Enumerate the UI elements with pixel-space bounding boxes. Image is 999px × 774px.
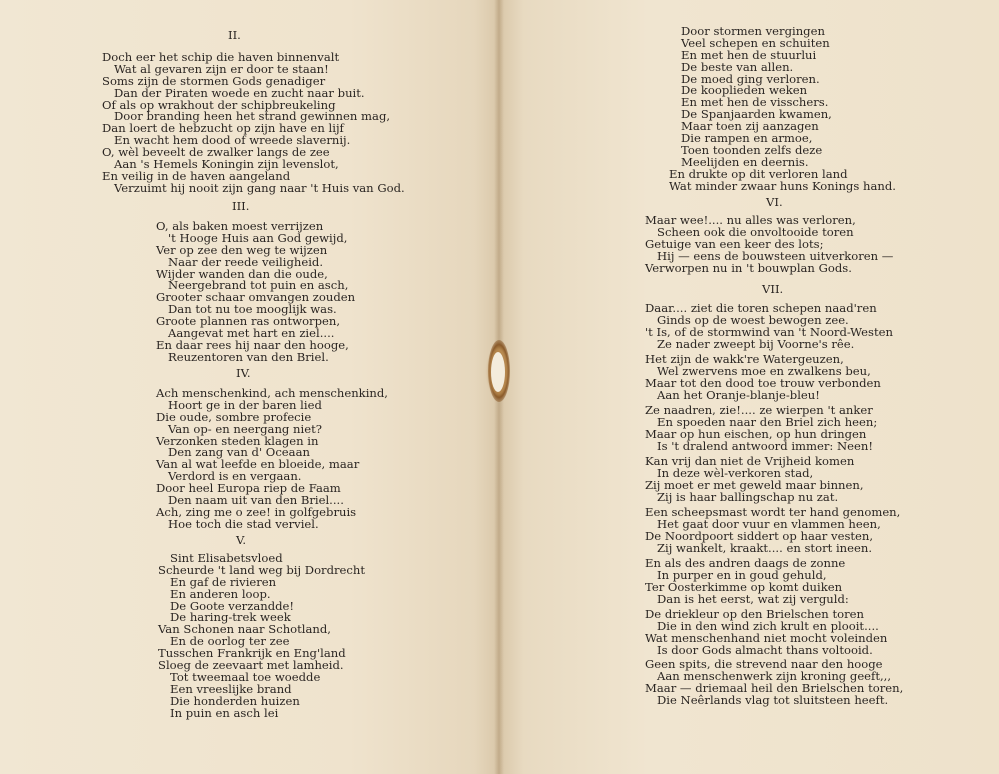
poem-line: En gaf de rivieren [170, 574, 277, 589]
poem-line: De Goote verzandde! [170, 598, 295, 613]
poem-line: Dan is het eerst, wat zij verguld: [657, 591, 849, 606]
burn-hole [491, 352, 505, 392]
stanza-v-continued [669, 26, 896, 192]
stanza-vi [645, 215, 893, 274]
poem-line: Wijder wanden dan die oude, [156, 266, 328, 281]
poem-line: Toen toonden zelfs deze [681, 142, 823, 157]
poem-line: De moed ging verloren. [681, 71, 820, 86]
heading-v: V. [236, 533, 247, 547]
poem-line: Aangevat met hart en ziel.... [168, 326, 335, 341]
poem-line: Reuzentoren van den Briel. [168, 349, 329, 364]
poem-line: Doch eer het schip die haven binnenvalt [102, 50, 340, 64]
poem-line: Ze nader zweept bij Voorne's rêe. [657, 336, 855, 351]
stanza-vii-2 [645, 354, 881, 402]
poem-line: Zij moet er met geweld maar binnen, [645, 477, 864, 492]
poem-line: Den zang van d' Oceaan [168, 445, 310, 460]
poem-line: Ach, zing me o zee! in golfgebruis [156, 504, 357, 519]
poem-line: Hij — eens de bouwsteen uitverkoren — [657, 248, 894, 263]
poem-line: Aan het Oranje-blanje-bleu! [657, 387, 820, 402]
poem-line: Tusschen Frankrijk en Eng'land [158, 646, 346, 661]
poem-line: Ver op zee den weg te wijzen [156, 242, 328, 257]
poem-line: Van Schonen naar Schotland, [158, 622, 331, 637]
poem-line: En anderen loop. [170, 586, 271, 601]
poem-line: Ach menschenkind, ach menschenkind, [156, 386, 388, 400]
poem-line: Ze naadren, zie!.... ze wierpen 't anker [645, 403, 873, 417]
poem-line: De driekleur op den Brielschen toren [645, 607, 864, 621]
poem-line: O, als baken moest verrijzen [156, 219, 324, 233]
poem-line: Door heel Europa riep de Faam [156, 481, 341, 496]
stanza-vii-6 [645, 558, 849, 606]
poem-line: Maar toen zij aanzagen [681, 119, 819, 134]
heading-ii: II. [228, 28, 241, 42]
poem-line: Verzuimt hij nooit zijn gang naar 't Huis van God. [114, 180, 405, 195]
poem-line: Die in den wind zich krult en plooit.... [657, 618, 879, 633]
poem-line: Maar wee!.... nu alles was verloren, [645, 213, 856, 227]
heading-vii: VII. [762, 282, 784, 296]
stanza-ii [102, 52, 405, 195]
stanza-vii-4 [645, 456, 864, 504]
poem-line: Maar op hun eischen, op hun dringen [645, 426, 867, 441]
poem-line: Grooter schaar omvangen zouden [156, 290, 356, 305]
poem-line: Verworpen nu in 't bouwplan Gods. [645, 260, 852, 275]
poem-line: Van op- en neergang niet? [168, 421, 322, 436]
heading-iv: IV. [236, 366, 251, 380]
poem-line: 't Hooge Huis aan God gewijd, [168, 230, 348, 245]
poem-line: Aan 's Hemels Koningin zijn levenslot, [114, 157, 339, 172]
poem-line: Dan loert de hebzucht op zijn have en lijf [102, 121, 344, 136]
poem-line: Wat minder zwaar huns Konings hand. [669, 178, 896, 193]
stanza-iii [156, 221, 355, 364]
poem-line: Het gaat door vuur en vlammen heen, [657, 516, 881, 531]
poem-line: Die Neêrlands vlag tot sluitsteen heeft. [657, 692, 889, 707]
poem-line: Getuige van een keer des lots; [645, 236, 824, 251]
poem-line: Ginds op de woest bewogen zee. [657, 312, 849, 327]
poem-line: Neergebrand tot puin en asch, [168, 278, 349, 293]
poem-line: Scheurde 't land weg bij Dordrecht [158, 562, 366, 577]
poem-line: Het zijn de wakk're Watergeuzen, [645, 352, 844, 366]
stanza-vii-8 [645, 659, 903, 707]
poem-line: Tot tweemaal toe woedde [170, 669, 321, 684]
stanza-vii-7 [645, 609, 887, 657]
stanza-v [158, 553, 365, 719]
poem-line: 't Is, of de stormwind van 't Noord-Westen [645, 324, 893, 339]
poem-line: Van al wat leefde en bloeide, maar [156, 457, 360, 472]
poem-line: Hoort ge in der baren lied [168, 397, 322, 412]
poem-line: Ter Oosterkimme op komt duiken [645, 579, 843, 594]
poem-line: Zij wankelt, kraakt.... en stort ineen. [657, 540, 873, 555]
poem-line: De Noordpoort siddert op haar vesten, [645, 528, 874, 543]
poem-line: Die oude, sombre profecie [156, 409, 312, 424]
poem-line: Maar tot den dood toe trouw verbonden [645, 375, 881, 390]
poem-line: Geen spits, die strevend naar den hooge [645, 657, 883, 671]
poem-line: Een scheepsmast wordt ter hand genomen, [645, 505, 901, 519]
poem-line: Aan menschenwerk zijn kroning geeft,,, [657, 668, 892, 683]
poem-line: In purper en in goud gehuld, [657, 567, 827, 582]
poem-line: Groote plannen ras ontworpen, [156, 314, 341, 329]
poem-line: De kooplieden weken [681, 83, 808, 98]
poem-line: Wat menschenhand niet mocht voleinden [645, 630, 888, 645]
poem-line: Scheen ook die onvoltooide toren [657, 224, 854, 239]
poem-line: Of als op wrakhout der schipbreukeling [102, 97, 336, 112]
poem-line: En veilig in de haven aangeland [102, 168, 291, 183]
heading-iii: III. [232, 199, 250, 213]
poem-line: Die rampen en armoe, [681, 131, 813, 146]
poem-line: Hoe toch die stad verviel. [168, 516, 319, 531]
poem-line: En daar rees hij naar den hooge, [156, 337, 349, 352]
poem-line: In puin en asch lei [170, 705, 279, 720]
poem-line: Verdord is en vergaan. [168, 469, 302, 484]
stanza-vii-1 [645, 303, 893, 351]
poem-line: Dan tot nu toe mooglijk was. [168, 302, 337, 317]
poem-line: Is 't dralend antwoord immer: Neen! [657, 438, 874, 453]
poem-line: Wel zwervens moe en zwalkens beu, [657, 363, 871, 378]
poem-line: Een vreeslijke brand [170, 681, 292, 696]
poem-line: Verzonken steden klagen in [156, 433, 319, 448]
poem-line: En drukte op dit verloren land [669, 166, 848, 181]
poem-line: Kan vrij dan niet de Vrijheid komen [645, 454, 855, 468]
poem-line: Sint Elisabetsvloed [170, 551, 283, 565]
poem-line: En als des andren daags de zonne [645, 556, 846, 570]
poem-line: Die honderden huizen [170, 693, 300, 708]
poem-line: Naar der reede veiligheid. [168, 254, 324, 269]
poem-line: Door branding heen het strand gewinnen mag, [114, 109, 391, 124]
poem-line: Wat al gevaren zijn er door te staan! [114, 61, 329, 76]
poem-line: Sloeg de zeevaart met lamheid. [158, 658, 344, 673]
poem-line: En wacht hem dood of wreede slavernij. [114, 133, 351, 148]
poem-line: En spoeden naar den Briel zich heen; [657, 414, 878, 429]
poem-line: En met hen de visschers. [681, 95, 829, 110]
poem-line: Den naam uit van den Briel.... [168, 493, 344, 508]
poem-line: Zij is haar ballingschap nu zat. [657, 489, 839, 504]
poem-line: De Spanjaarden kwamen, [681, 107, 832, 122]
poem-line: Maar — driemaal heil den Brielschen toren, [645, 680, 904, 695]
poem-line: De haring-trek week [170, 610, 291, 625]
poem-line: En met hen de stuurlui [681, 47, 817, 62]
poem-line: Veel schepen en schuiten [681, 35, 830, 50]
poem-line: Door stormen vergingen [681, 24, 825, 38]
poem-line: O, wèl beveelt de zwalker langs de zee [102, 145, 330, 160]
poem-line: De beste van allen. [681, 59, 794, 74]
poem-line: Daar.... ziet die toren schepen naad'ren [645, 301, 877, 315]
poem-line: In deze wèl-verkoren stad, [657, 465, 814, 480]
stanza-iv [156, 388, 388, 531]
stanza-vii-5 [645, 507, 900, 555]
heading-vi: VI. [766, 195, 783, 209]
poem-line: Dan der Piraten woede en zucht naar buit. [114, 85, 365, 100]
poem-line: Meelijden en deernis. [681, 154, 809, 169]
poem-line: Soms zijn de stormen Gods genadiger [102, 73, 326, 88]
poem-line: En de oorlog ter zee [170, 634, 290, 649]
stanza-vii-3 [645, 405, 877, 453]
poem-line: Is door Gods almacht thans voltooid. [657, 642, 873, 657]
